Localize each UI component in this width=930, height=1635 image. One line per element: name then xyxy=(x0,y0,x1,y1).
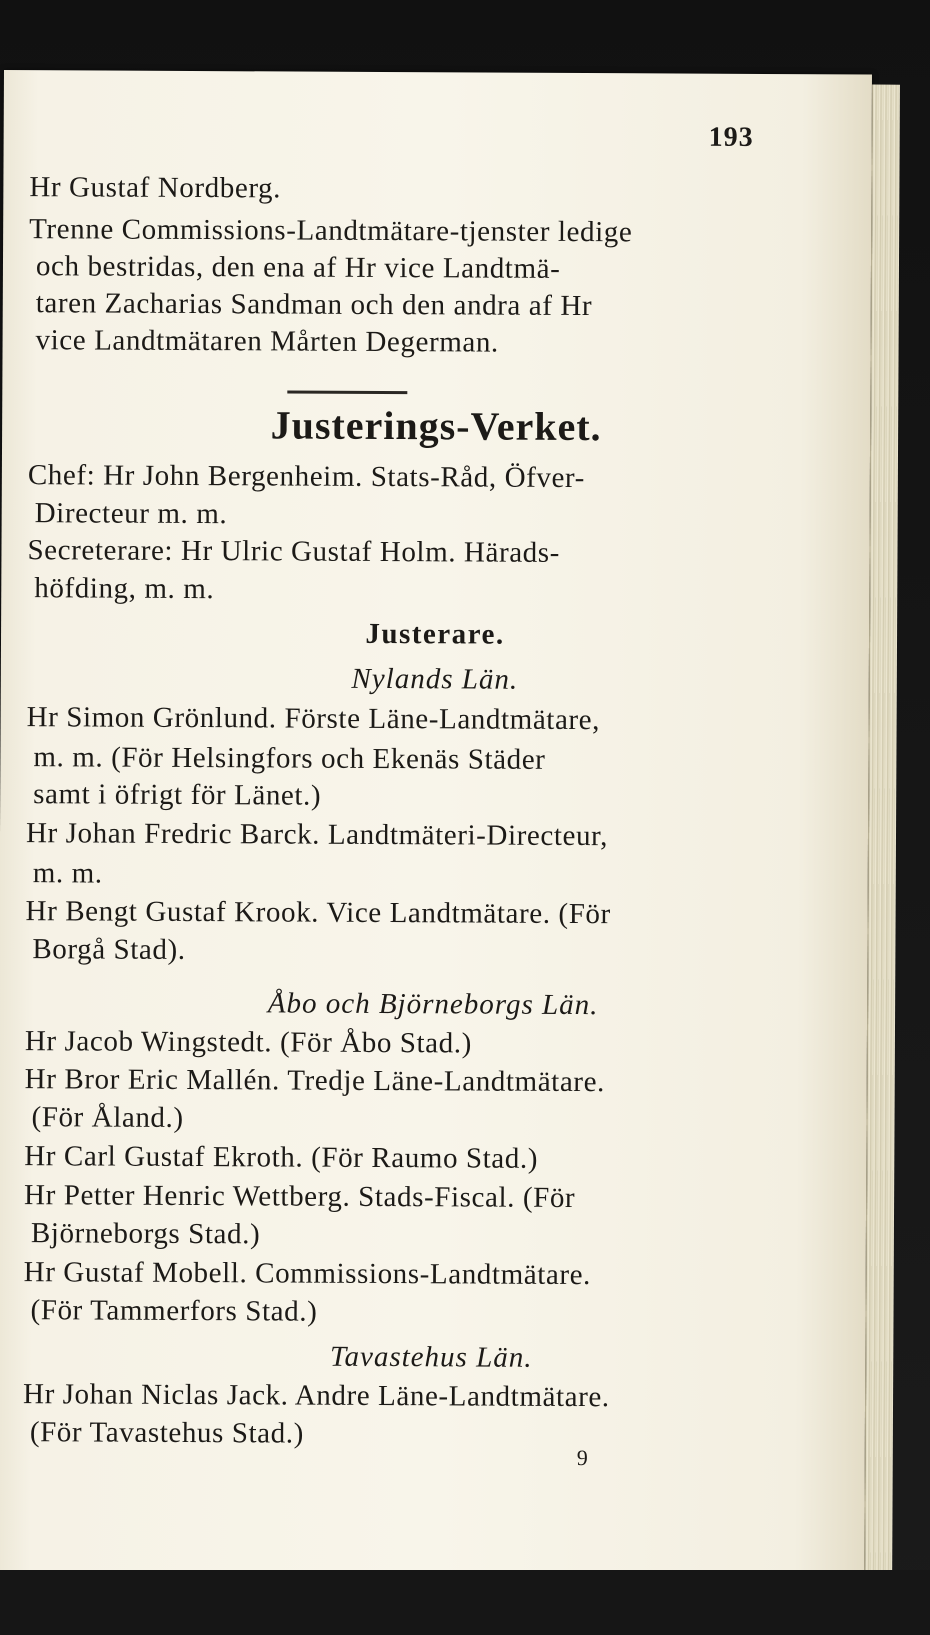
text-line: Björneborgs Stad.) xyxy=(30,1217,261,1251)
text-line: (För Tavastehus Stad.) xyxy=(29,1416,304,1450)
text-line: och bestridas, den ena af Hr vice Landtmä- xyxy=(35,250,561,285)
text-line: m. m. xyxy=(32,857,103,890)
text-line: Hr Jacob Wingstedt. (För Åbo Stad.) xyxy=(24,1025,472,1060)
text-line: Hr Petter Henric Wettberg. Stads-Fiscal. (För xyxy=(24,1179,576,1215)
text-line: Hr Carl Gustaf Ekroth. (För Raumo Stad.) xyxy=(24,1140,539,1175)
text-line: m. m. (För Helsingfors och Ekenäs Städer xyxy=(33,741,546,776)
text-line: Directeur m. m. xyxy=(34,497,228,531)
book-page xyxy=(0,70,872,1582)
section-title: Justerings-Verket. xyxy=(270,402,602,450)
text-line: samt i öfrigt för Länet.) xyxy=(33,778,322,812)
text-line: Hr Simon Grönlund. Förste Läne-Landtmätare, xyxy=(26,701,601,737)
subheading: Justerare. xyxy=(365,617,505,651)
text-line: Hr Gustaf Nordberg. xyxy=(29,171,282,205)
county-heading: Tavastehus Län. xyxy=(329,1340,533,1374)
county-heading: Nylands Län. xyxy=(351,662,519,696)
county-heading: Åbo och Björneborgs Län. xyxy=(267,987,599,1022)
text-line: Hr Gustaf Mobell. Commissions-Landtmätare. xyxy=(23,1256,592,1292)
text-line: Hr Bengt Gustaf Krook. Vice Landtmätare. (För xyxy=(25,895,611,931)
page-number: 193 xyxy=(708,121,754,153)
scan-background xyxy=(0,1570,930,1635)
text-line: Hr Johan Niclas Jack. Andre Läne-Landtmätare. xyxy=(22,1378,610,1414)
text-line: Hr Johan Fredric Barck. Landtmäteri-Directeur, xyxy=(25,817,609,853)
text-line: taren Zacharias Sandman och den andra af Hr xyxy=(35,287,593,323)
text-line: höfding, m. m. xyxy=(34,572,215,606)
text-line: Borgå Stad). xyxy=(32,933,186,966)
text-line: Trenne Commissions-Landtmätare-tjenster ledige xyxy=(29,213,633,249)
text-line: Chef: Hr John Bergenheim. Stats-Råd, Öfver- xyxy=(27,459,586,495)
page-text xyxy=(0,70,872,1582)
text-line: vice Landtmätaren Mårten Degerman. xyxy=(35,324,499,359)
text-line: Hr Bror Eric Mallén. Tredje Läne-Landtmätare. xyxy=(24,1063,606,1099)
section-rule xyxy=(287,390,407,394)
text-line: Secreterare: Hr Ulric Gustaf Holm. Härads- xyxy=(27,534,561,569)
text-line: (För Åland.) xyxy=(31,1101,184,1134)
text-line: (För Tammerfors Stad.) xyxy=(30,1294,318,1328)
signature-mark: 9 xyxy=(576,1445,588,1471)
